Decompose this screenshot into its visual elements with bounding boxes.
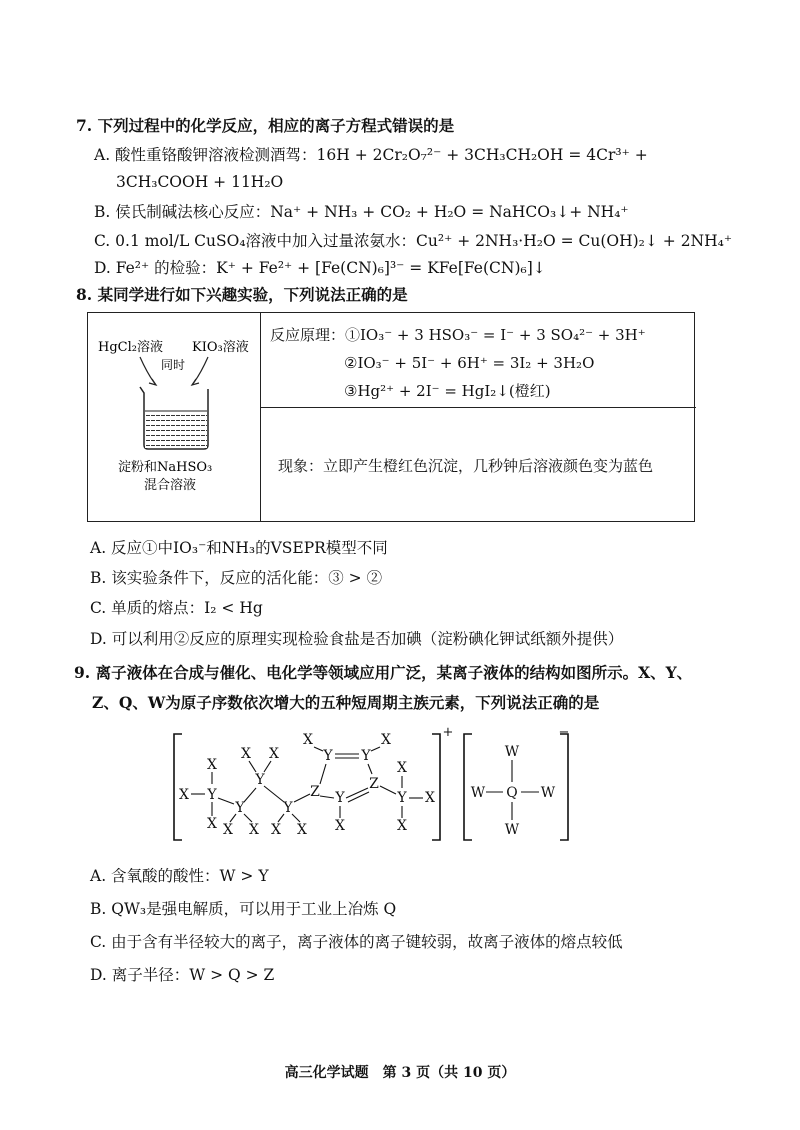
beaker-figure (88, 313, 260, 518)
atom-x: X (397, 818, 407, 834)
q7-stem: 7. 下列过程中的化学反应，相应的离子方程式错误的是 (76, 116, 455, 135)
q8-option-b: B. 该实验条件下，反应的活化能：③ > ② (90, 569, 383, 587)
q9-option-c: C. 由于含有半径较大的离子，离子液体的离子键较弱，故离子液体的熔点较低 (90, 933, 623, 951)
atom-x: X (381, 732, 391, 748)
q9-option-b: B. QW₃是强电解质，可以用于工业上冶炼 Q (90, 900, 397, 918)
atom-x: X (297, 822, 307, 838)
atom-x: X (249, 822, 259, 838)
cation-charge: + (442, 725, 454, 740)
atom-q: Q (506, 785, 518, 801)
atom-y5: Y (323, 748, 333, 764)
atom-x: X (335, 818, 345, 834)
page-footer: 高三化学试题 第 3 页（共 10 页） (284, 1065, 516, 1081)
same-time-label: 同时 (161, 358, 186, 372)
q8-option-a: A. 反应①中IO₃⁻和NH₃的VSEPR模型不同 (90, 539, 388, 557)
atom-z2: Z (369, 776, 379, 792)
atom-w: W (540, 785, 556, 801)
atom-y6: Y (361, 748, 371, 764)
atom-z1: Z (310, 784, 320, 800)
atom-w: W (504, 822, 520, 838)
kio3-label: KIO₃溶液 (192, 340, 249, 355)
q7-option-b: B. 侯氏制碱法核心反应：Na⁺ + NH₃ + CO₂ + H₂O = NaHCO₃↓+ NH₄⁺ (94, 203, 629, 221)
atom-x: X (207, 757, 217, 773)
table-vertical-divider (260, 313, 261, 521)
atom-y4: Y (283, 800, 293, 816)
q9-stem-line2: Z、Q、W为原子序数依次增大的五种短周期主族元素，下列说法正确的是 (92, 693, 600, 712)
atom-w: W (504, 744, 520, 760)
atom-x: X (303, 732, 313, 748)
atom-y2: Y (235, 800, 245, 816)
atom-x: X (271, 822, 281, 838)
atom-x: X (241, 746, 251, 762)
principle-2: ②IO₃⁻ + 5I⁻ + 6H⁺ = 3I₂ + 3H₂O (344, 354, 595, 372)
anion-charge: − (558, 725, 570, 740)
phenomenon: 现象：立即产生橙红色沉淀，几秒钟后溶液颜色变为蓝色 (278, 457, 654, 475)
atom-w: W (470, 785, 486, 801)
atom-x: X (179, 787, 189, 803)
experiment-table (87, 312, 695, 522)
atom-y1: Y (207, 787, 217, 803)
q9-option-d: D. 离子半径：W > Q > Z (90, 966, 275, 984)
q8-option-c: C. 单质的熔点：I₂ < Hg (90, 599, 263, 617)
atom-y8: Y (397, 790, 407, 806)
atom-y3: Y (255, 772, 265, 788)
principle-3: ③Hg²⁺ + 2I⁻ = HgI₂↓(橙红) (344, 382, 551, 400)
atom-y7: Y (335, 790, 345, 806)
atom-x: X (425, 790, 435, 806)
q9-stem-line1: 9. 离子液体在合成与催化、电化学等领域应用广泛，某离子液体的结构如图所示。X、Y、 (74, 663, 693, 682)
q8-stem: 8. 某同学进行如下兴趣实验，下列说法正确的是 (76, 285, 408, 304)
q7-option-c: C. 0.1 mol/L CuSO₄溶液中加入过量浓氨水：Cu²⁺ + 2NH₃·H₂O = Cu(OH)₂↓ + 2NH₄⁺ (94, 232, 733, 250)
atom-x: X (223, 822, 233, 838)
atom-x: X (397, 760, 407, 776)
q7-option-a-line2: 3CH₃COOH + 11H₂O (116, 173, 284, 191)
atom-x: X (207, 816, 217, 832)
q7-option-a-line1: A. 酸性重铬酸钾溶液检测酒驾：16H + 2Cr₂O₇²⁻ + 3CH₃CH₂OH = 4Cr³⁺ + (94, 146, 648, 164)
mixture-label-1: 淀粉和NaHSO₃ (118, 460, 213, 475)
mixture-label-2: 混合溶液 (144, 478, 197, 493)
table-horizontal-divider (260, 407, 696, 408)
principle-1: 反应原理：①IO₃⁻ + 3 HSO₃⁻ = I⁻ + 3 SO₄²⁻ + 3H⁺ (270, 326, 646, 344)
hgcl2-label: HgCl₂溶液 (98, 340, 163, 355)
atom-x: X (269, 746, 279, 762)
q8-option-d: D. 可以利用②反应的原理实现检验食盐是否加碘（淀粉碘化钾试纸额外提供） (90, 630, 624, 648)
liquid (145, 411, 207, 448)
q9-option-a: A. 含氧酸的酸性：W > Y (90, 867, 269, 885)
q7-option-d: D. Fe²⁺ 的检验：K⁺ + Fe²⁺ + [Fe(CN)₆]³⁻ = KFe[Fe(CN)₆]↓ (94, 259, 546, 277)
ionic-liquid-structure (160, 722, 580, 852)
